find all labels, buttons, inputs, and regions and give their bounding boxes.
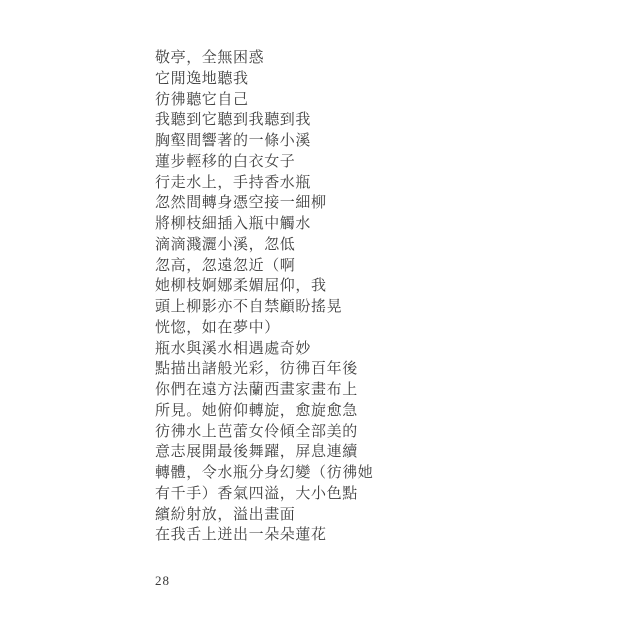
poem-line: 行走水上，手持香水瓶 (155, 174, 312, 191)
poem-line: 恍惚，如在夢中） (155, 319, 280, 336)
poem-line: 胸壑間響著的一條小溪 (155, 133, 312, 149)
poem-line: 意志展開最後舞躍，屏息連續 (155, 444, 358, 461)
poem-line: 有千手）香氣四溢，大小色點 (155, 485, 358, 502)
poem-text-block (155, 48, 373, 546)
poem-line: 她柳枝婀娜柔媚屈仰，我 (155, 278, 327, 295)
poem-line: 所見。她俯仰轉旋，愈旋愈急 (155, 402, 358, 419)
poem-line: 你們在遠方法蘭西畫家畫布上 (155, 382, 358, 398)
poem-line: 敬亭，全無困惑 (155, 50, 265, 66)
poem-line: 彷彿聽它自己 (155, 91, 249, 108)
poem-line: 彷彿水上芭蕾女伶傾全部美的 (155, 423, 358, 440)
poem-line: 頭上柳影亦不自禁顧盼搖晃 (155, 299, 343, 315)
poem-line: 滴滴濺灑小溪，忽低 (155, 236, 296, 253)
poem-line: 忽然間轉身憑空接一細柳 (155, 195, 327, 212)
poem-line: 在我舌上迸出一朵朵蓮花 (155, 527, 327, 544)
poem-line: 它閒逸地聽我 (155, 70, 249, 87)
poem-line: 我聽到它聽到我聽到我 (155, 112, 312, 129)
poem-line: 將柳枝細插入瓶中觸水 (155, 216, 312, 232)
page-number: 28 (155, 573, 170, 588)
poem-line: 瓶水與溪水相遇處奇妙 (155, 340, 312, 357)
poem-line: 蓮步輕移的白衣女子 (155, 153, 296, 170)
poem-line: 繽紛射放，溢出畫面 (155, 506, 296, 523)
poem-line: 忽高，忽遠忽近（啊 (155, 257, 296, 274)
poem-line: 點描出諸般光彩，彷彿百年後 (155, 361, 358, 378)
poem-line: 轉體，令水瓶分身幻變（彷彿她 (155, 465, 374, 481)
